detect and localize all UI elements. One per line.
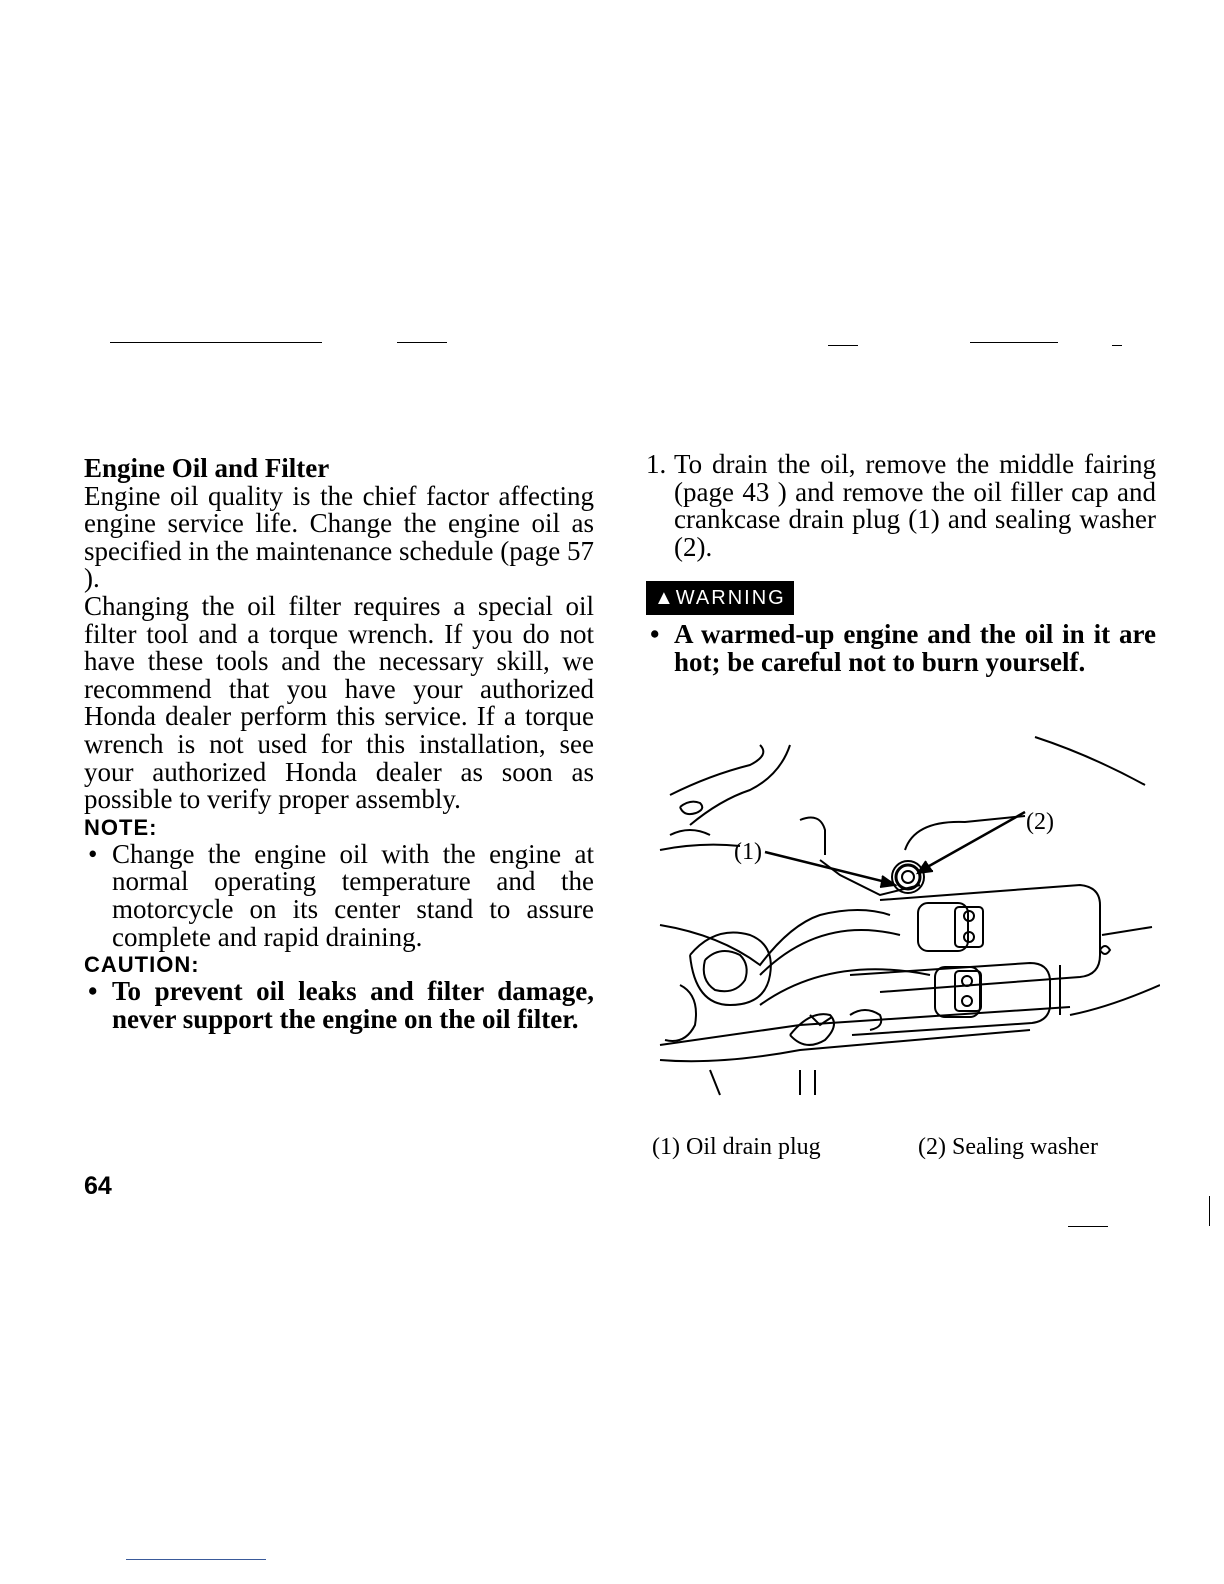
caution-label: CAUTION: [84,952,200,978]
scan-rule [1209,1196,1210,1226]
right-column [646,451,1156,677]
scan-rule [110,342,322,343]
caution-item [84,978,594,1033]
caption-sealing-washer: (2) Sealing washer [918,1134,1098,1160]
left-column [84,455,594,1033]
section-heading: Engine Oil and Filter [84,453,330,483]
step-item [646,451,1156,561]
warning-item [646,621,1156,676]
bullet-icon: • [88,976,98,1007]
page-number: 64 [84,1172,112,1200]
bullet-icon: • [650,619,660,650]
caution-text: To prevent oil leaks and filter damage, never support the engine on the oil filter. [112,976,594,1034]
scan-rule [397,342,447,343]
filter-paragraph: Changing the oil filter requires a special oil filter tool and a torque wrench. If you do not have these tools and the necessary skill, we recommend that you have your authorized Honda dealer perform this service. If a torque wrench is not used for this installation, see your authorized Honda dealer as soon as possible to verify proper assembly. [84,590,594,815]
bullet-icon: • [88,838,98,869]
note-label: NOTE: [84,814,158,840]
engine-illustration [650,715,1160,1100]
intro-paragraph: Engine oil quality is the chief factor affecting engine service life. Change the engine oil as specified in the maintenance schedule (page 57 ). [84,480,594,594]
scan-rule [828,345,858,346]
caption-oil-drain-plug: (1) Oil drain plug [652,1134,821,1160]
scan-rule [1112,345,1122,346]
scan-rule [970,342,1058,343]
scan-rule [126,1559,266,1560]
callout-1: (1) [734,839,762,865]
note-item [84,838,594,952]
scan-rule [1068,1226,1108,1227]
note-text: Change the engine oil with the engine at normal operating temperature and the motorcycle on its center stand to assure complete and rapid draining. [112,838,594,952]
callout-2: (2) [1026,809,1054,835]
step-text: To drain the oil, remove the middle fairing (page 43 ) and remove the oil filler cap and crankcase drain plug (1) and sealing washer (2). [674,449,1156,562]
warning-badge: ▲WARNING [646,581,794,615]
warning-text: A warmed-up engine and the oil in it are hot; be careful not to burn yourself. [674,619,1156,677]
step-number: 1. [646,449,667,479]
